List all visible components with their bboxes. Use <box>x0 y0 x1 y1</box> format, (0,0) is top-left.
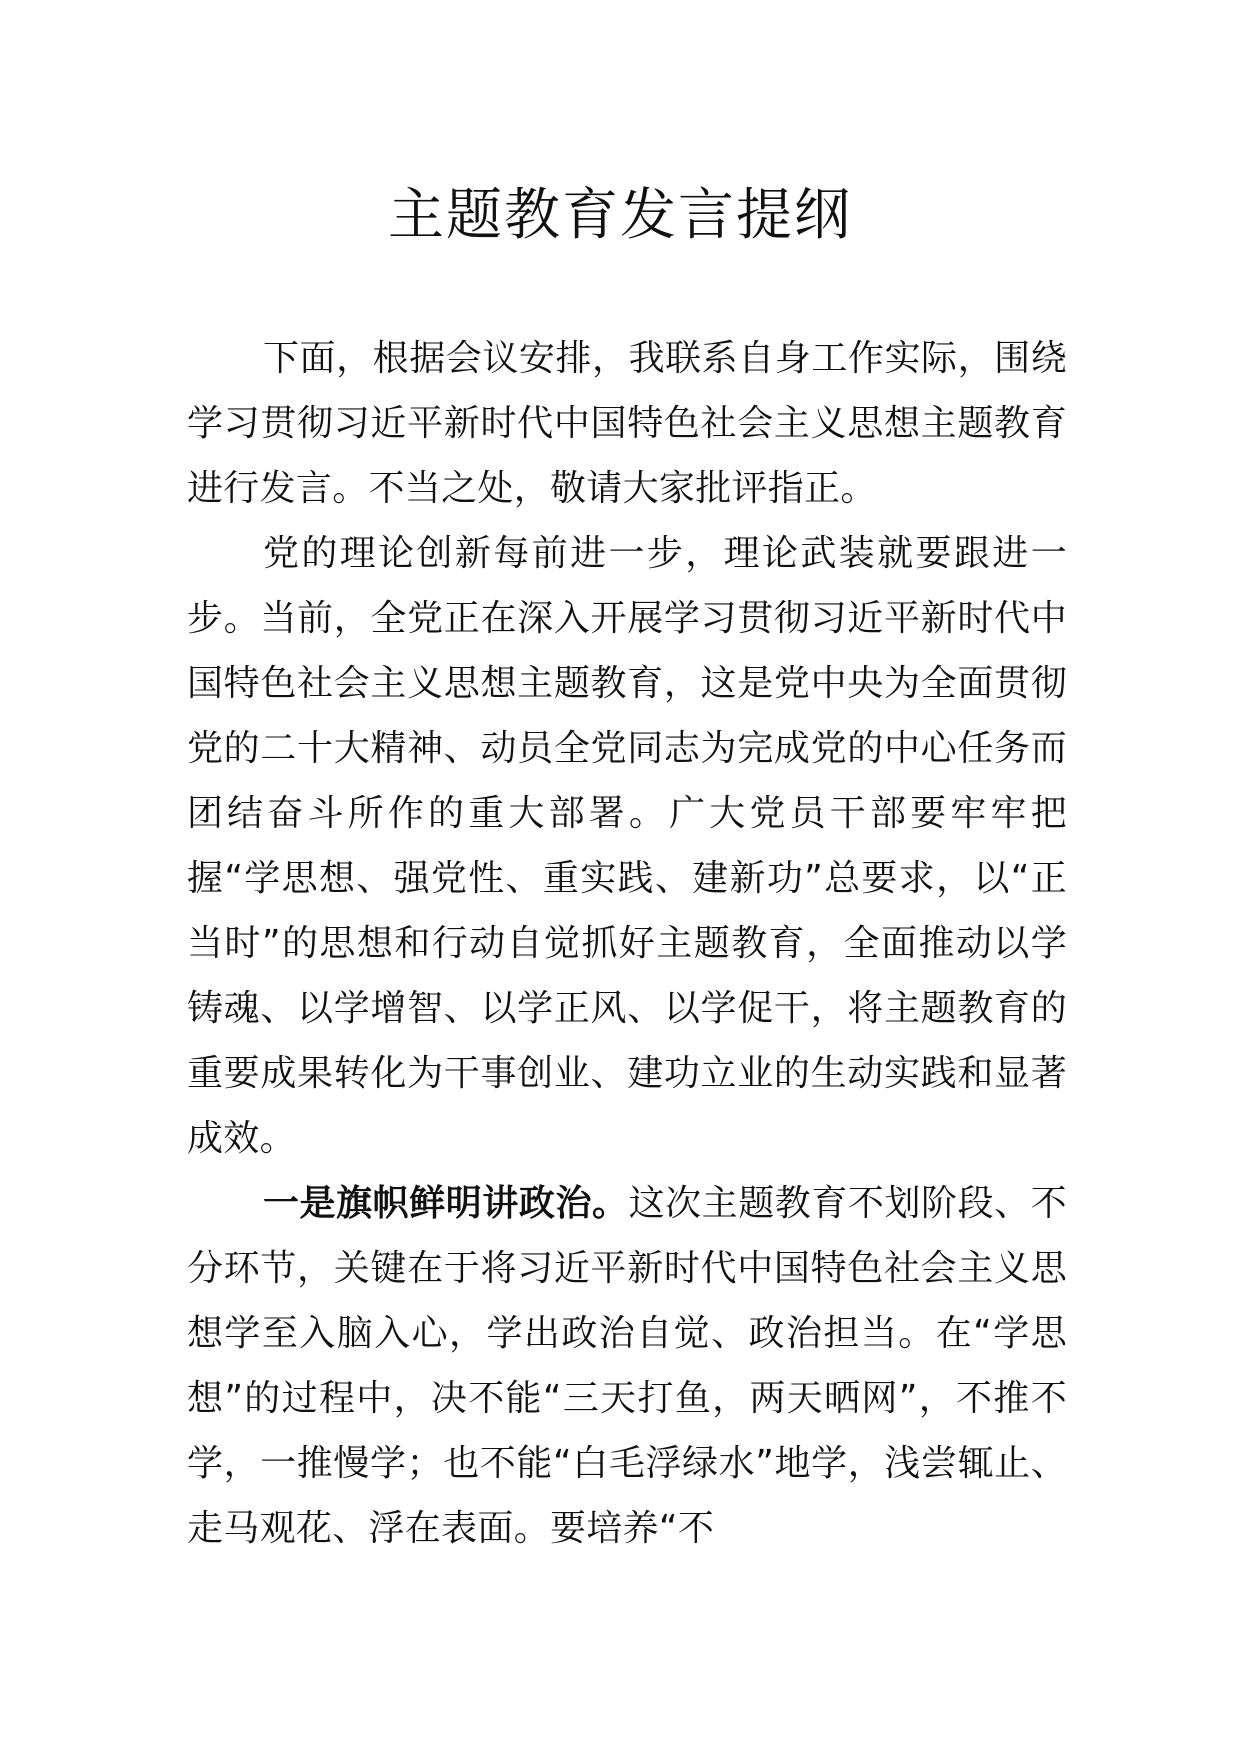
paragraph-theory-text: 党的理论创新每前进一步，理论武装就要跟进一步。当前，全党正在深入开展学习贯彻习近平新时代中国特色社会主义思想主题教育，这是党中央为全面贯彻党的二十大精神、动员全党同志为完成党的中心任务而团结奋斗所作的重大部署。广大党员干部要牢牢把握“学思想、强党性、重实践、建新功”总要求，以“正当时”的思想和行动自觉抓好主题教育，全面推动以学铸魂、以学增智、以学正风、以学促干，将主题教育的重要成果转化为干事创业、建功立业的生动实践和显著成效。 <box>187 533 1067 1159</box>
paragraph-theory <box>187 521 1067 1171</box>
paragraph-intro <box>187 326 1067 521</box>
paragraph-point-one-lead: 一是旗帜鲜明讲政治。 <box>263 1183 629 1224</box>
document-body <box>187 326 1067 1561</box>
paragraph-intro-text: 下面，根据会议安排，我联系自身工作实际，围绕学习贯彻习近平新时代中国特色社会主义思想主题教育进行发言。不当之处，敬请大家批评指正。 <box>187 338 1067 509</box>
paragraph-point-one <box>187 1171 1067 1561</box>
document-title: 主题教育发言提纲 <box>388 183 852 248</box>
paragraph-point-one-text: 这次主题教育不划阶段、不分环节，关键在于将习近平新时代中国特色社会主义思想学至入脑入心，学出政治自觉、政治担当。在“学思想”的过程中，决不能“三天打鱼，两天晒网”，不推不学，一推慢学；也不能“白毛浮绿水”地学，浅尝辄止、走马观花、浮在表面。要培养“不 <box>187 1183 1067 1549</box>
